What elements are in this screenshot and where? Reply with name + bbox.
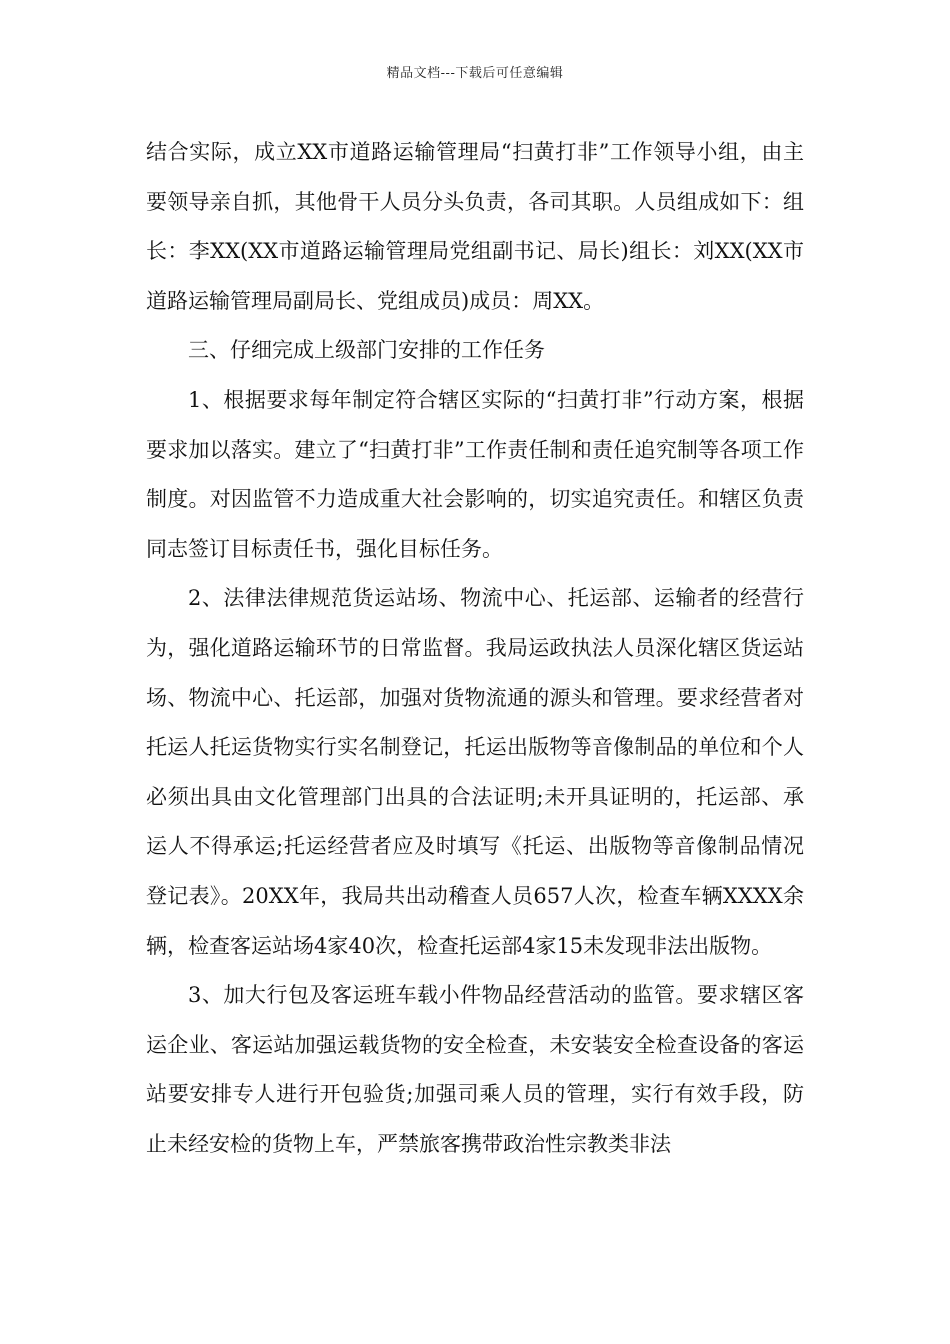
page-header: 精品文档---下载后可任意编辑 — [386, 66, 564, 81]
document-body — [146, 128, 804, 1169]
section-heading: 三、仔细完成上级部门安排的工作任务 — [188, 338, 545, 363]
paragraph-item-2: 2、法律法律规范货运站场、物流中心、托运部、运输者的经营行为，强化道路运输环节的日常监督。我局运政执法人员深化辖区货运站场、物流中心、托运部，加强对货物流通的源头和管理。要求经营者对托运人托运货物实行实名制登记，托运出版物等音像制品的单位和个人必须出具由文化管理部门出具的合法证明;未开具证明的，托运部、承运人不得承运;托运经营者应及时填写《托运、出版物等音像制品情况登记表》。20XX年，我局共出动稽查人员657人次，检查车辆XXXX余辆，检查客运站场4家40次，检查托运部4家15未发现非法出版物。 — [146, 586, 804, 958]
paragraph-item-3: 3、加大行包及客运班车载小件物品经营活动的监管。要求辖区客运企业、客运站加强运载货物的安全检查，未安装安全检查设备的客运站要安排专人进行开包验货;加强司乘人员的管理，实行有效手段，防止未经安检的货物上车，严禁旅客携带政治性宗教类非法 — [146, 983, 804, 1156]
paragraph-item-1: 1、根据要求每年制定符合辖区实际的“扫黄打非”行动方案，根据要求加以落实。建立了“扫黄打非”工作责任制和责任追究制等各项工作制度。对因监管不力造成重大社会影响的，切实追究责任。和辖区负责同志签订目标责任书，强化目标任务。 — [146, 387, 804, 561]
paragraph-continuation: 结合实际，成立XX市道路运输管理局“扫黄打非”工作领导小组，由主要领导亲自抓，其他骨干人员分头负责，各司其职。人员组成如下：组长：李XX(XX市道路运输管理局党组副书记、局长)组长：刘XX(XX市道路运输管理局副局长、党组成员)成员：周XX。 — [146, 140, 804, 313]
